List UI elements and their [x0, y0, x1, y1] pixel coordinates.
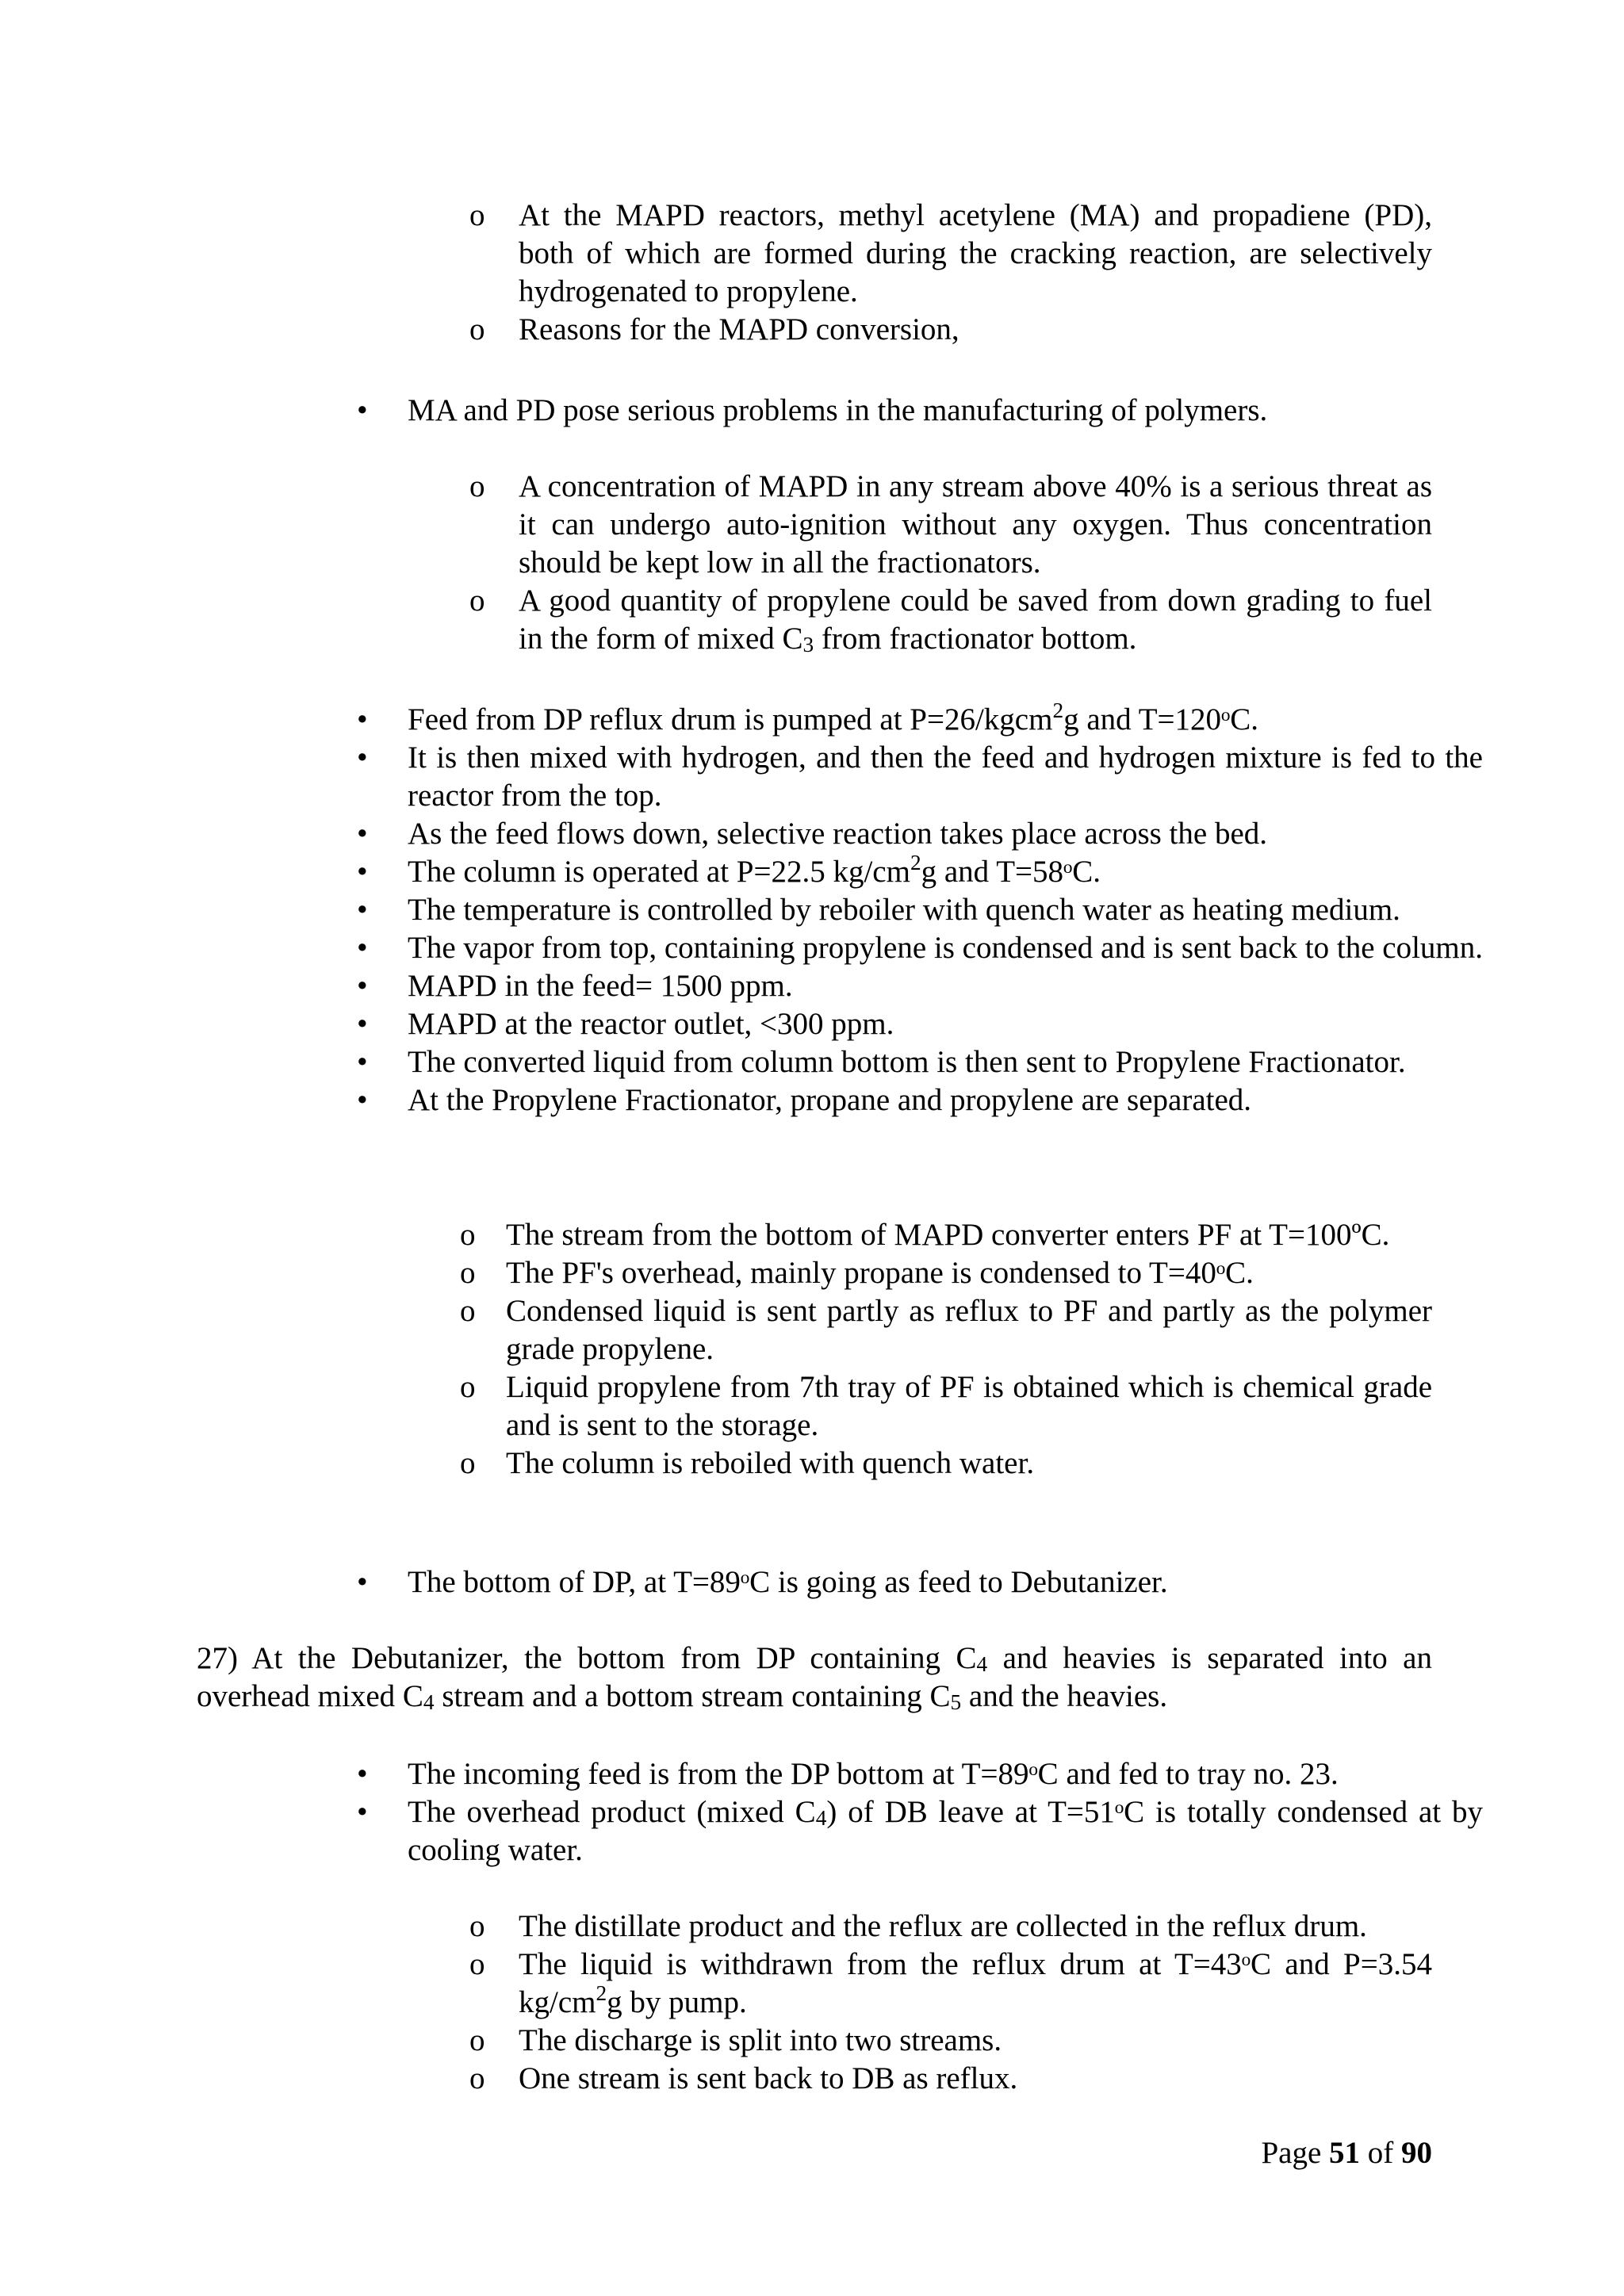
superscript: 2 [910, 851, 921, 874]
text-part: A good quantity of propylene could be saved from down grading to fuel in the form of mixed C [519, 584, 1432, 656]
subscript: 3 [802, 633, 814, 657]
list-item [357, 1005, 1483, 1043]
bullet-list-debutanizer [357, 1755, 1483, 1869]
list-item-text [519, 1946, 1432, 2022]
bullet-text: MA and PD pose serious problems in the manufacturing of polymers. [408, 393, 1268, 427]
text-part: from fractionator bottom. [814, 622, 1137, 656]
list-item [469, 582, 1432, 658]
para-text: stream and a bottom stream containing C [434, 1679, 951, 1713]
bullet-text: The bottom of DP, at T=89ᵒC is going as feed to Debutanizer. [408, 1565, 1168, 1599]
text-part: g and T=58ᵒC. [921, 855, 1101, 889]
bullet-marker: • [357, 740, 368, 775]
list-item [357, 739, 1483, 815]
list-item [460, 1292, 1432, 1368]
bullet-marker: • [357, 817, 368, 851]
page-total: 90 [1401, 2136, 1432, 2170]
sub-bullet-marker: o [469, 312, 485, 346]
bullet-marker: • [357, 855, 368, 889]
bullet-marker: • [357, 969, 368, 1003]
sub-bullet-marker: o [460, 1294, 476, 1328]
list-item [469, 468, 1432, 582]
list-item-text: Reasons for the MAPD conversion, [519, 312, 959, 346]
list-item-text: The discharge is split into two streams. [519, 2023, 1002, 2057]
list-item-text: MAPD at the reactor outlet, <300 ppm. [408, 1007, 894, 1041]
subscript: 5 [950, 1690, 962, 1715]
sublist-reflux-drum [469, 1908, 1432, 2098]
list-item [357, 1793, 1483, 1869]
list-item-text: At the MAPD reactors, methyl acetylene (MA) and propadiene (PD), both of which are formed during the cracking reaction, are selectively hydrogenated to propylene. [519, 198, 1432, 308]
sub-bullet-marker: o [469, 2061, 485, 2095]
list-item [469, 1946, 1432, 2022]
text-part: The column is operated at P=22.5 kg/cm [408, 855, 910, 889]
list-item-text [408, 1793, 1483, 1869]
sublist-mapd-concentration [469, 468, 1432, 658]
sub-bullet-marker: o [469, 1947, 485, 1981]
list-item [469, 2022, 1432, 2060]
list-item [357, 853, 1483, 891]
list-item [357, 891, 1483, 929]
bullet-list-mapd-converter [357, 698, 1483, 1119]
subscript: 4 [423, 1690, 435, 1715]
bullet-dp-bottom [357, 1563, 1483, 1601]
text-part: g by pump. [607, 1985, 747, 2019]
list-item [460, 1254, 1432, 1292]
list-item [460, 1445, 1432, 1483]
list-item-text: Liquid propylene from 7th tray of PF is obtained which is chemical grade and is sent to the storage. [506, 1370, 1432, 1442]
list-item-text [519, 582, 1432, 658]
text-part: The overhead product (mixed C [408, 1795, 816, 1829]
list-item-text: The PF's overhead, mainly propane is condensed to T=40ᵒC. [506, 1256, 1254, 1290]
list-item-text [408, 698, 1483, 739]
sub-bullet-marker: o [460, 1218, 476, 1252]
text-part: ) of DB leave at T=51ᵒC is totally condensed at by cooling water. [408, 1795, 1483, 1867]
page-number: 51 [1329, 2136, 1360, 2170]
sub-bullet-marker: o [469, 584, 485, 618]
list-item [357, 1755, 1483, 1793]
list-item [469, 2060, 1432, 2098]
list-item [357, 815, 1483, 853]
list-item [357, 1043, 1483, 1081]
sub-bullet-marker: o [469, 1909, 485, 1943]
superscript: 2 [596, 1981, 607, 2005]
list-item-text: The distillate product and the reflux are collected in the reflux drum. [519, 1909, 1367, 1943]
bullet-marker: • [357, 1795, 368, 1829]
sub-bullet-marker: o [469, 198, 485, 232]
list-item [357, 698, 1483, 739]
footer-prefix: Page [1261, 2136, 1329, 2170]
bullet-marker: • [357, 1565, 368, 1599]
list-item-text: At the Propylene Fractionator, propane and propylene are separated. [408, 1083, 1252, 1117]
list-item-text: MAPD in the feed= 1500 ppm. [408, 969, 793, 1003]
list-item [357, 929, 1483, 967]
para-text: and heavies is separated into an overhead mixed C [197, 1641, 1432, 1713]
sublist-propylene-fractionator [460, 1216, 1432, 1483]
bullet-marker: • [357, 1083, 368, 1117]
list-item-text: The converted liquid from column bottom is then sent to Propylene Fractionator. [408, 1045, 1406, 1079]
sub-bullet-marker: o [469, 2023, 485, 2057]
list-item-text [408, 853, 1483, 891]
list-item-text: The temperature is controlled by reboiler with quench water as heating medium. [408, 893, 1400, 927]
bullet-marker: • [357, 1045, 368, 1079]
text-part: The liquid is withdrawn from the reflux drum at T=43ᵒC and P=3.54 kg/cm [519, 1947, 1432, 2019]
list-item-text: A concentration of MAPD in any stream above 40% is a serious threat as it can undergo auto-ignition without any oxygen. Thus concentration should be kept low in all the fractionators. [519, 469, 1432, 580]
footer-of: of [1360, 2136, 1401, 2170]
bullet-marker: • [357, 1007, 368, 1041]
bullet-marker: • [357, 702, 368, 737]
para-text: and the heavies. [961, 1679, 1168, 1713]
bullet-marker: • [357, 893, 368, 927]
list-item [469, 1908, 1432, 1946]
list-item-text: The column is reboiled with quench water. [506, 1446, 1035, 1480]
sub-bullet-marker: o [460, 1370, 476, 1404]
bullet-marker: • [357, 931, 368, 965]
para-text: 27) At the Debutanizer, the bottom from DP containing C [197, 1641, 977, 1675]
list-item-text: Condensed liquid is sent partly as reflux to PF and partly as the polymer grade propylene. [506, 1294, 1432, 1366]
list-item-text: As the feed flows down, selective reaction takes place across the bed. [408, 817, 1268, 851]
list-item-text: It is then mixed with hydrogen, and then the feed and hydrogen mixture is fed to the reactor from the top. [408, 740, 1483, 813]
list-item [469, 197, 1432, 311]
bullet-marker: • [357, 393, 368, 427]
paragraph-27-debutanizer [197, 1640, 1432, 1716]
list-item-text: One stream is sent back to DB as reflux. [519, 2061, 1018, 2095]
subscript: 4 [815, 1806, 827, 1831]
list-item-text: The vapor from top, containing propylene is condensed and is sent back to the column. [408, 931, 1483, 965]
list-item-text: The incoming feed is from the DP bottom at T=89ᵒC and fed to tray no. 23. [408, 1757, 1339, 1791]
sublist-mapd-reactors [469, 197, 1432, 349]
text-part: Feed from DP reflux drum is pumped at P=26/kgcm [408, 702, 1053, 737]
list-item [357, 967, 1483, 1005]
bullet-marker: • [357, 1757, 368, 1791]
bullet-ma-pd [357, 392, 1483, 430]
superscript: 2 [1052, 698, 1064, 722]
list-item-text: The stream from the bottom of MAPD converter enters PF at T=100ºC. [506, 1218, 1390, 1252]
list-item [460, 1216, 1432, 1254]
subscript: 4 [976, 1652, 988, 1677]
list-item [460, 1368, 1432, 1445]
sub-bullet-marker: o [460, 1256, 476, 1290]
list-item [357, 1081, 1483, 1119]
text-part: g and T=120ᵒC. [1063, 702, 1259, 737]
sub-bullet-marker: o [469, 469, 485, 503]
list-item [469, 311, 1432, 349]
sub-bullet-marker: o [460, 1446, 476, 1480]
page-footer [1261, 2134, 1432, 2172]
